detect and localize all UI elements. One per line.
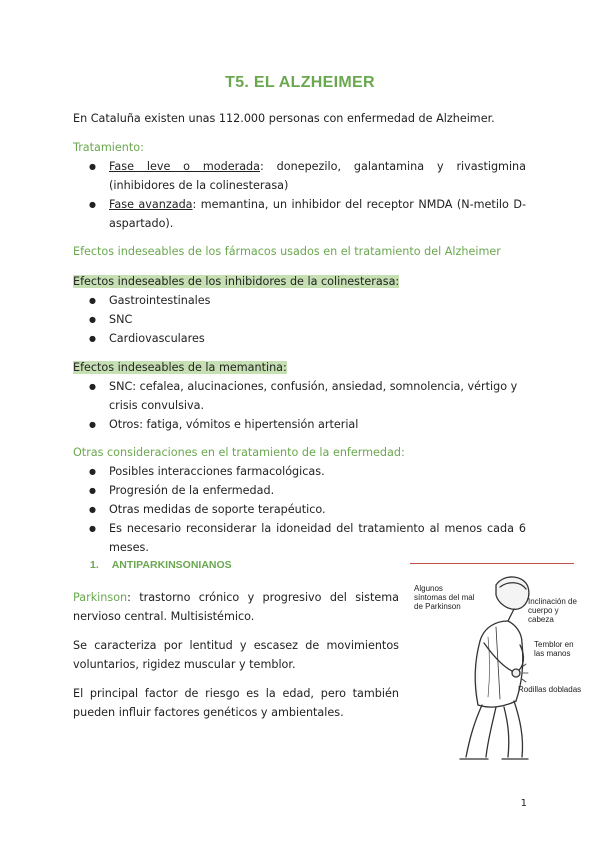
section-heading [90,559,232,571]
divider [410,563,574,564]
list-item [73,157,526,195]
cholinesterase-list [73,291,526,348]
parkinson-illustration [404,567,588,765]
intro-paragraph: En Cataluña existen unas 112.000 personas con enfermedad de Alzheimer. [73,112,495,125]
list-item: ● Otras medidas de soporte terapéutico. [73,500,526,519]
list-item: ● Es necesario reconsiderar la idoneidad del tratamiento al menos cada 6 meses. [73,519,526,557]
list-item [73,195,526,233]
memantine-list [73,377,533,434]
other-considerations-list [73,462,526,557]
list-item: ● Otros: fatiga, vómitos e hipertensión arterial [73,415,533,434]
highlighted-heading: Efectos indeseables de la memantina: [73,361,287,374]
section-title: ANTIPARKINSONIANOS [111,559,232,571]
figure-label-knees: Rodillas dobladas [518,685,582,694]
section-number: 1. [90,559,99,571]
list-item: ● SNC [73,310,526,329]
other-considerations-heading: Otras consideraciones en el tratamiento de la enfermedad: [73,446,405,459]
list-item: ● SNC: cefalea, alucinaciones, confusión, ansiedad, somnolencia, vértigo y crisis convulsiva. [73,377,533,415]
parkinson-definition [73,588,399,626]
treatment-text: : donepezilo, galantamina y rivastigmina (inhibidores de la colinesterasa) [109,160,527,192]
parkinson-paragraph-2: Se caracteriza por lentitud y escasez de movimientos voluntarios, rigidez muscular y temblor. [73,639,399,671]
figure-label-symptoms: Algunos síntomas del mal de Parkinson [414,584,475,611]
memantine-heading [73,358,287,377]
figure-label-inclination: Inclinación de cuerpo y cabeza [528,597,577,624]
treatment-list [73,157,526,233]
treatment-heading: Tratamiento: [73,141,144,154]
page-number: 1 [520,798,527,809]
parkinson-paragraph-3: El principal factor de riesgo es la edad, pero también pueden influir factores genéticos y ambientales. [73,687,399,719]
cholinesterase-heading [73,272,399,291]
treatment-phase-label: Fase avanzada [109,198,193,211]
list-item: ● Posibles interacciones farmacológicas. [73,462,526,481]
side-effects-heading: Efectos indeseables de los fármacos usados en el tratamiento del Alzheimer [73,245,501,258]
parkinson-definition-text: : trastorno crónico y progresivo del sistema nervioso central. Multisistémico. [73,591,399,623]
list-item: ● Progresión de la enfermedad. [73,481,526,500]
figure-label-tremor: Temblor en las manos [534,640,574,658]
list-item: ● Cardiovasculares [73,329,526,348]
parkinson-term: Parkinson [73,591,128,604]
highlighted-heading: Efectos indeseables de los inhibidores de la colinesterasa: [73,275,400,288]
page-title: T5. EL ALZHEIMER [225,74,375,91]
treatment-phase-label: Fase leve o moderada [109,160,261,173]
treatment-text: : memantina, un inhibidor del receptor NMDA (N-metilo D-aspartado). [109,198,526,230]
list-item: ● Gastrointestinales [73,291,526,310]
